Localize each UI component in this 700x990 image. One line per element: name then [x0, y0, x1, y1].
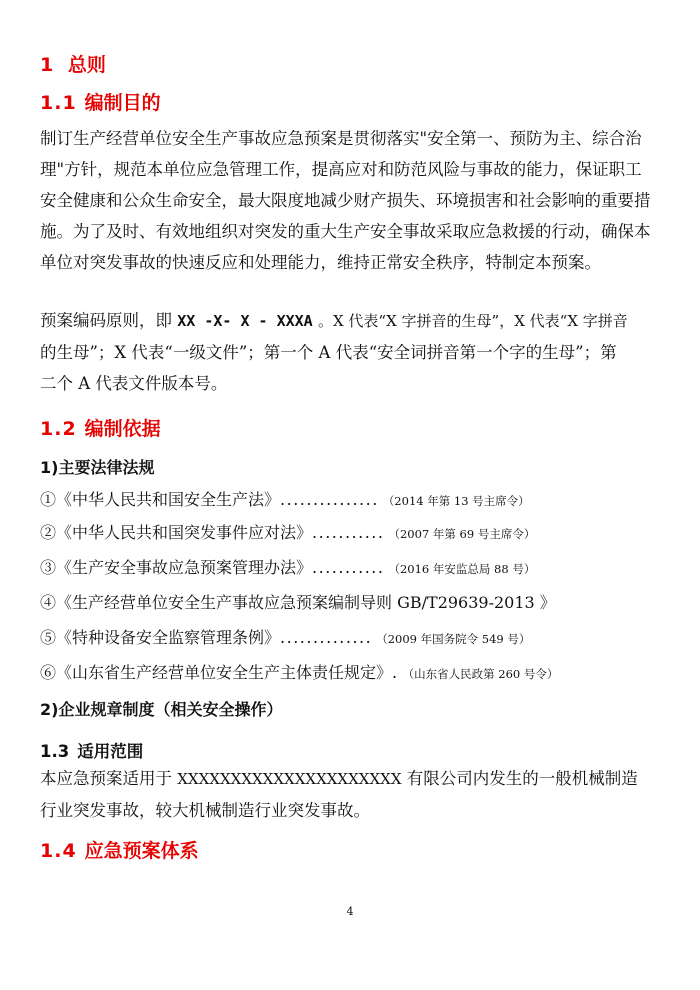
- coding-prefix: 预案编码原则，即: [40, 311, 172, 330]
- law-note: （2007 年第 69 号主席令）: [388, 527, 536, 541]
- law-note: （2009 年国务院令 549 号）: [376, 632, 531, 646]
- coding-line: 二个 A 代表文件版本号。: [40, 374, 228, 393]
- law-item: [40, 590, 556, 613]
- section-number: 1.2: [40, 418, 77, 440]
- chapter-heading: [40, 50, 106, 77]
- leader-dots: ...........: [312, 558, 385, 577]
- purpose-line: 理"方针，规范本单位应急管理工作，提高应对和防范风险与事故的能力，保证职工: [40, 160, 642, 179]
- leader-dots: ...............: [280, 490, 379, 509]
- section-title: 编制目的: [84, 92, 161, 114]
- law-title: ④《生产经营单位安全生产事故应急预案编制导则 GB/T29639-2013 》: [40, 593, 556, 612]
- law-note: （2016 年安监总局 88 号）: [388, 562, 536, 576]
- law-title: ②《中华人民共和国突发事件应对法》: [40, 523, 313, 542]
- leader-dots: ...........: [312, 523, 385, 542]
- law-title: ③《生产安全事故应急预案管理办法》: [40, 558, 313, 577]
- chapter-title: 总则: [67, 54, 106, 76]
- scope-paragraph: [40, 763, 660, 826]
- section-1-3-heading: [40, 738, 143, 762]
- law-title: ①《中华人民共和国安全生产法》: [40, 490, 281, 509]
- section-number: 1.3: [40, 742, 70, 761]
- section-title: 应急预案体系: [84, 840, 199, 862]
- purpose-line: 施。为了及时、有效地组织对突发的重大生产安全事故采取应急救援的行动，确保本: [40, 222, 651, 241]
- section-title: 适用范围: [77, 742, 144, 761]
- law-item: [40, 520, 535, 543]
- page-number: 4: [346, 905, 354, 918]
- purpose-line: 单位对突发事故的快速反应和处理能力，维持正常安全秩序，特制定本预案。: [40, 253, 601, 272]
- leader-dots: .: [392, 663, 399, 682]
- purpose-line: 制订生产经营单位安全生产事故应急预案是贯彻落实"安全第一、预防为主、综合治: [40, 129, 642, 148]
- section-1-2-heading: [40, 414, 161, 441]
- law-title: ⑥《山东省生产经营单位安全生产主体责任规定》: [40, 663, 393, 682]
- scope-line: [40, 763, 660, 795]
- section-number: 1.1: [40, 92, 77, 114]
- coding-line: 的生母”；X 代表“一级文件”；第一个 A 代表“安全词拼音第一个字的生母”；第: [40, 343, 617, 362]
- section-1-4-heading: [40, 836, 199, 863]
- coding-code: XX -X- X - XXXA: [177, 312, 313, 330]
- scope-prefix: 本应急预案适用于: [40, 769, 172, 788]
- chapter-number: 1: [40, 54, 54, 76]
- section-1-1-heading: [40, 88, 161, 115]
- law-title: ⑤《特种设备安全监察管理条例》: [40, 628, 281, 647]
- scope-company: XXXXXXXXXXXXXXXXXXXXX: [177, 770, 402, 788]
- scope-rest: 有限公司内发生的一般机械制造: [406, 769, 638, 788]
- laws-heading: 1)主要法律法规: [40, 458, 155, 477]
- coding-paragraph: [40, 305, 660, 399]
- law-item: [40, 555, 535, 578]
- purpose-paragraph: [40, 123, 660, 278]
- section-number: 1.4: [40, 840, 77, 862]
- rules-heading: 2)企业规章制度（相关安全操作）: [40, 700, 283, 719]
- coding-rest: 。X 代表“X 字拼音的生母”，X 代表“X 字拼音: [317, 312, 628, 330]
- law-note: （山东省人民政第 260 号令）: [402, 667, 559, 681]
- law-item: [40, 625, 530, 648]
- coding-line: [40, 305, 660, 337]
- scope-line: 行业突发事故，较大机械制造行业突发事故。: [40, 801, 370, 820]
- law-item: [40, 660, 558, 683]
- law-item: [40, 487, 530, 510]
- law-note: （2014 年第 13 号主席令）: [382, 494, 530, 508]
- leader-dots: ..............: [280, 628, 373, 647]
- section-title: 编制依据: [84, 418, 161, 440]
- purpose-line: 安全健康和公众生命安全，最大限度地减少财产损失、环境损害和社会影响的重要措: [40, 191, 651, 210]
